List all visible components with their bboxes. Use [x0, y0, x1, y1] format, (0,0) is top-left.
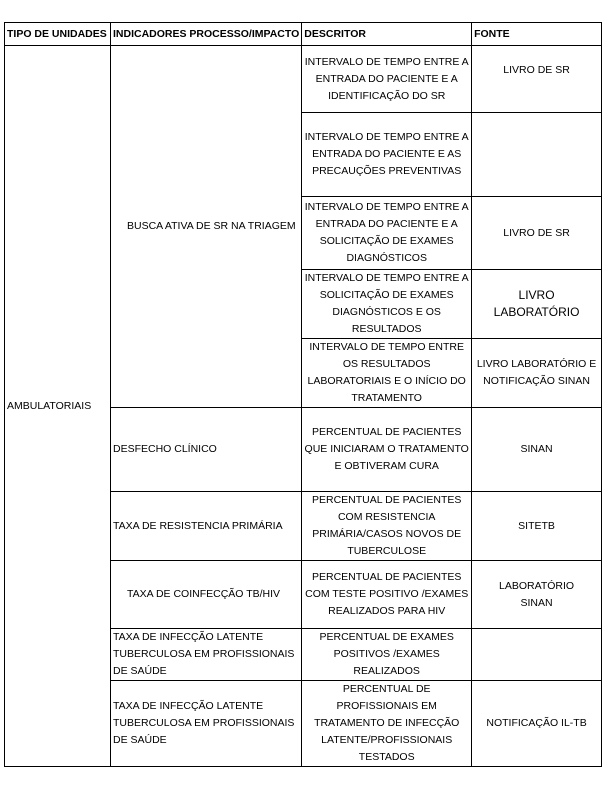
fonte-cell: LIVRO DE SR: [472, 46, 602, 113]
fonte-cell: SINAN: [472, 408, 602, 492]
descritor-cell: PERCENTUAL DE EXAMES POSITIVOS /EXAMES REALIZADOS: [302, 629, 472, 681]
header-descritor: DESCRITOR: [302, 23, 472, 46]
descritor-cell: INTERVALO DE TEMPO ENTRE OS RESULTADOS LABORATORIAIS E O INÍCIO DO TRATAMENTO: [302, 339, 472, 408]
descritor-cell: PERCENTUAL DE PACIENTES COM TESTE POSITIVO /EXAMES REALIZADOS PARA HIV: [302, 561, 472, 629]
table-row: [5, 46, 602, 113]
descritor-cell: PERCENTUAL DE PACIENTES COM RESISTENCIA PRIMÁRIA/CASOS NOVOS DE TUBERCULOSE: [302, 492, 472, 561]
header-tipo: TIPO DE UNIDADES: [5, 23, 111, 46]
tipo-unidade-cell: AMBULATORIAIS: [5, 46, 111, 767]
indicador-cell: DESFECHO CLÍNICO: [110, 408, 301, 492]
header-fonte: FONTE: [472, 23, 602, 46]
indicador-cell: TAXA DE RESISTENCIA PRIMÁRIA: [110, 492, 301, 561]
indicador-cell: TAXA DE INFECÇÃO LATENTE TUBERCULOSA EM PROFISSIONAIS DE SAÚDE: [110, 681, 301, 767]
header-row: [5, 23, 602, 46]
descritor-cell: INTERVALO DE TEMPO ENTRE A SOLICITAÇÃO DE EXAMES DIAGNÓSTICOS E OS RESULTADOS: [302, 270, 472, 339]
descritor-cell: PERCENTUAL DE PROFISSIONAIS EM TRATAMENTO DE INFECÇÃO LATENTE/PROFISSIONAIS TESTADOS: [302, 681, 472, 767]
fonte-cell: LIVRO LABORATÓRIO E NOTIFICAÇÃO SINAN: [472, 339, 602, 408]
fonte-cell: NOTIFICAÇÃO IL-TB: [472, 681, 602, 767]
fonte-cell: LABORATÓRIO SINAN: [472, 561, 602, 629]
indicador-cell: TAXA DE INFECÇÃO LATENTE TUBERCULOSA EM PROFISSIONAIS DE SAÚDE: [110, 629, 301, 681]
header-indicadores: INDICADORES PROCESSO/IMPACTO: [110, 23, 301, 46]
fonte-cell: [472, 629, 602, 681]
descritor-cell: INTERVALO DE TEMPO ENTRE A ENTRADA DO PACIENTE E A IDENTIFICAÇÃO DO SR: [302, 46, 472, 113]
descritor-cell: INTERVALO DE TEMPO ENTRE A ENTRADA DO PACIENTE E AS PRECAUÇÕES PREVENTIVAS: [302, 113, 472, 197]
indicador-cell: TAXA DE COINFECÇÃO TB/HIV: [110, 561, 301, 629]
indicador-cell: BUSCA ATIVA DE SR NA TRIAGEM: [110, 46, 301, 408]
descritor-cell: INTERVALO DE TEMPO ENTRE A ENTRADA DO PACIENTE E A SOLICITAÇÃO DE EXAMES DIAGNÓSTICOS: [302, 197, 472, 270]
descritor-cell: PERCENTUAL DE PACIENTES QUE INICIARAM O TRATAMENTO E OBTIVERAM CURA: [302, 408, 472, 492]
fonte-cell: LIVRO DE SR: [472, 197, 602, 270]
fonte-cell: [472, 113, 602, 197]
fonte-cell: SITETB: [472, 492, 602, 561]
fonte-cell: LIVRO LABORATÓRIO: [472, 270, 602, 339]
indicators-table: [4, 22, 602, 767]
